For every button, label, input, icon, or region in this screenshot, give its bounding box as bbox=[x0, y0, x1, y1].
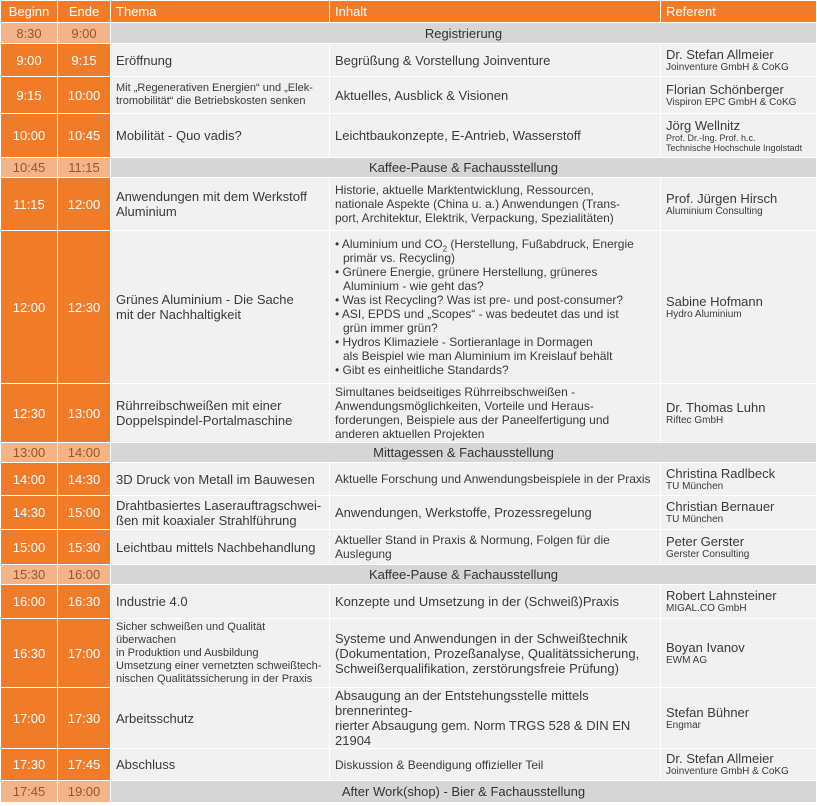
content-line: Diskussion & Beendigung offizieller Teil bbox=[335, 757, 544, 772]
bullet-item bbox=[335, 265, 655, 279]
end-time: 10:45 bbox=[58, 114, 111, 158]
end-time: 12:00 bbox=[58, 178, 111, 231]
begin-time: 12:30 bbox=[1, 384, 58, 443]
content-line: Absaugung an der Entstehungsstelle mittels brennerinteg- bbox=[335, 688, 589, 718]
content-line: Schweißerqualifikation, zerstörungsfreie Prüfung) bbox=[335, 660, 619, 676]
speaker-cell bbox=[661, 114, 817, 158]
session-content bbox=[330, 585, 661, 619]
bullet-continuation: Aluminium - wie geht das? bbox=[343, 279, 484, 293]
session-topic bbox=[111, 114, 330, 158]
bullet-item bbox=[335, 335, 655, 349]
topic-line: mit der Nachhaltigkeit bbox=[116, 307, 241, 322]
begin-time: 14:00 bbox=[1, 463, 58, 496]
bullet-item bbox=[335, 293, 655, 307]
agenda-body bbox=[1, 23, 817, 803]
subscript: 2 bbox=[442, 244, 448, 254]
header-speaker: Referent bbox=[661, 1, 817, 23]
topic-line: Mobilität - Quo vadis? bbox=[116, 128, 242, 143]
session-row bbox=[1, 178, 817, 231]
header-begin: Beginn bbox=[1, 1, 58, 23]
break-row bbox=[1, 781, 817, 803]
bullet-text: • Aluminium und CO bbox=[335, 237, 443, 251]
speaker-name: Sabine Hofmann bbox=[666, 293, 763, 309]
header-end: Ende bbox=[58, 1, 111, 23]
speaker-affiliation: TU München bbox=[666, 514, 724, 525]
break-label: Mittagessen & Fachausstellung bbox=[111, 443, 817, 463]
end-time: 14:00 bbox=[58, 443, 111, 463]
content-line: Anwendungen, Werkstoffe, Prozessregelung bbox=[335, 505, 592, 520]
end-time: 16:00 bbox=[58, 565, 111, 585]
content-line: Aktuelle Forschung und Anwendungsbeispiele in der Praxis bbox=[335, 472, 651, 486]
begin-time: 10:00 bbox=[1, 114, 58, 158]
session-row bbox=[1, 231, 817, 384]
topic-line: Industrie 4.0 bbox=[116, 594, 188, 609]
topic-line: Eröffnung bbox=[116, 52, 173, 68]
begin-time: 17:30 bbox=[1, 749, 58, 781]
session-topic bbox=[111, 463, 330, 496]
speaker-cell bbox=[661, 231, 817, 384]
speaker-cell bbox=[661, 384, 817, 443]
end-time: 17:45 bbox=[58, 749, 111, 781]
break-row bbox=[1, 565, 817, 585]
speaker-affiliation: Joinventure GmbH & CoKG bbox=[666, 766, 789, 777]
session-topic bbox=[111, 530, 330, 565]
topic-line: Rührreibschweißen mit einer bbox=[116, 398, 282, 413]
bullet-continuation: grün immer grün? bbox=[343, 321, 438, 335]
end-time: 13:00 bbox=[58, 384, 111, 443]
begin-time: 17:45 bbox=[1, 781, 58, 803]
begin-time: 16:30 bbox=[1, 619, 58, 688]
session-topic bbox=[111, 77, 330, 114]
topic-line: Mit „Regenerativen Energien“ und „Elek- bbox=[116, 82, 313, 94]
session-content bbox=[330, 496, 661, 530]
session-topic bbox=[111, 178, 330, 231]
bullet-text: • Was ist Recycling? Was ist pre- und post-consumer? bbox=[335, 293, 624, 307]
speaker-name: Dr. Thomas Luhn bbox=[666, 399, 766, 415]
session-content bbox=[330, 749, 661, 781]
speaker-name: Peter Gerster bbox=[666, 533, 745, 549]
session-topic bbox=[111, 384, 330, 443]
session-content bbox=[330, 231, 661, 384]
begin-time: 13:00 bbox=[1, 443, 58, 463]
break-row bbox=[1, 158, 817, 178]
begin-time: 16:00 bbox=[1, 585, 58, 619]
begin-time: 15:30 bbox=[1, 565, 58, 585]
session-topic bbox=[111, 496, 330, 530]
speaker-cell bbox=[661, 619, 817, 688]
speaker-name: Jörg Wellnitz bbox=[666, 117, 741, 133]
topic-line: Arbeitsschutz bbox=[116, 710, 195, 726]
session-topic bbox=[111, 619, 330, 688]
bullet-text: • ASI, EPDS und „Scopes“ - was bedeutet das und ist bbox=[335, 307, 619, 321]
end-time: 17:00 bbox=[58, 619, 111, 688]
speaker-name: Christian Bernauer bbox=[666, 499, 775, 514]
session-topic bbox=[111, 44, 330, 77]
begin-time: 10:45 bbox=[1, 158, 58, 178]
speaker-name: Prof. Jürgen Hirsch bbox=[666, 190, 778, 206]
end-time: 17:30 bbox=[58, 688, 111, 749]
topic-line: nischen Qualitätssicherung in der Praxis bbox=[116, 672, 313, 685]
begin-time: 11:15 bbox=[1, 178, 58, 231]
session-content bbox=[330, 114, 661, 158]
begin-time: 9:15 bbox=[1, 77, 58, 114]
content-line: Anwendungsmöglichkeiten, Vorteile und Heraus- bbox=[335, 399, 594, 413]
session-row bbox=[1, 114, 817, 158]
speaker-name: Boyan Ivanov bbox=[666, 639, 745, 655]
begin-time: 9:00 bbox=[1, 44, 58, 77]
topic-line: Doppelspindel-Portalmaschine bbox=[116, 413, 293, 428]
end-time: 10:00 bbox=[58, 77, 111, 114]
content-line: anderen aktuellen Projekten bbox=[335, 427, 485, 441]
content-line: Leichtbaukonzepte, E-Antrieb, Wasserstoff bbox=[335, 128, 581, 143]
content-line: nationale Aspekte (China u. a.) Anwendungen (Trans- bbox=[335, 197, 621, 211]
end-time: 9:00 bbox=[58, 23, 111, 44]
speaker-cell bbox=[661, 585, 817, 619]
session-content bbox=[330, 619, 661, 688]
break-row bbox=[1, 23, 817, 44]
bullet-continuation: als Beispiel wie man Aluminium im Kreislauf behält bbox=[343, 349, 613, 363]
break-label: Kaffee-Pause & Fachausstellung bbox=[111, 158, 817, 178]
topic-line: Umsetzung einer vernetzten schweißtech- bbox=[116, 659, 322, 672]
topic-line: ßen mit koaxialer Strahlführung bbox=[116, 512, 297, 528]
topic-line: Aluminium bbox=[116, 204, 177, 219]
speaker-affiliation: Vispiron EPC GmbH & CoKG bbox=[666, 96, 797, 108]
session-row bbox=[1, 749, 817, 781]
speaker-affiliation: TU München bbox=[666, 480, 724, 492]
speaker-affiliation: Hydro Aluminium bbox=[666, 308, 742, 320]
content-line: Aktuelles, Ausblick & Visionen bbox=[335, 87, 509, 103]
content-line: forderungen, Beispiele aus der Paneelfertigung und bbox=[335, 413, 610, 427]
session-topic bbox=[111, 688, 330, 749]
speaker-affiliation: Aluminium Consulting bbox=[666, 205, 763, 217]
session-topic bbox=[111, 585, 330, 619]
session-row bbox=[1, 463, 817, 496]
content-line: (Dokumentation, Prozeßanalyse, Qualitätssicherung, bbox=[335, 645, 640, 661]
break-label: After Work(shop) - Bier & Fachausstellung bbox=[111, 781, 817, 803]
session-topic bbox=[111, 231, 330, 384]
session-content bbox=[330, 77, 661, 114]
bullet-item bbox=[335, 363, 655, 377]
bullet-text: (Herstellung, Fußabdruck, Energie bbox=[447, 237, 634, 251]
speaker-affiliation: Engmar bbox=[666, 719, 702, 731]
session-row bbox=[1, 496, 817, 530]
content-line: Historie, aktuelle Marktentwicklung, Ressourcen, bbox=[335, 183, 594, 197]
speaker-name: Dr. Stefan Allmeier bbox=[666, 46, 774, 62]
topic-line: Leichtbau mittels Nachbehandlung bbox=[116, 539, 316, 555]
session-content bbox=[330, 384, 661, 443]
bullet-continuation: primär vs. Recycling) bbox=[343, 251, 456, 265]
content-line: Aktueller Stand in Praxis & Normung, Folgen für die Auslegung bbox=[335, 533, 610, 561]
content-line: Simultanes beidseitiges Rührreibschweißen - bbox=[335, 385, 576, 399]
end-time: 15:30 bbox=[58, 530, 111, 565]
break-row bbox=[1, 443, 817, 463]
session-content bbox=[330, 178, 661, 231]
speaker-affiliation: Prof. Dr.-Ing. Prof. h.c. bbox=[666, 132, 756, 143]
topic-line: Drahtbasiertes Laserauftragschwei- bbox=[116, 497, 322, 513]
speaker-cell bbox=[661, 178, 817, 231]
session-row bbox=[1, 384, 817, 443]
topic-line: Sicher schweißen und Qualität überwachen bbox=[116, 620, 266, 646]
end-time: 15:00 bbox=[58, 496, 111, 530]
session-topic bbox=[111, 749, 330, 781]
session-row bbox=[1, 44, 817, 77]
end-time: 12:30 bbox=[58, 231, 111, 384]
topic-line: in Produktion und Ausbildung bbox=[116, 646, 259, 659]
speaker-affiliation: Joinventure GmbH & CoKG bbox=[666, 61, 789, 73]
session-content bbox=[330, 530, 661, 565]
speaker-cell bbox=[661, 749, 817, 781]
speaker-affiliation: MIGAL.CO GmbH bbox=[666, 603, 747, 614]
speaker-name: Stefan Bühner bbox=[666, 704, 750, 720]
speaker-affiliation: EWM AG bbox=[666, 654, 708, 666]
topic-line: Abschluss bbox=[116, 757, 176, 772]
speaker-name: Christina Radlbeck bbox=[666, 465, 776, 481]
begin-time: 14:30 bbox=[1, 496, 58, 530]
speaker-name: Robert Lahnsteiner bbox=[666, 588, 777, 603]
bullet-text: • Gibt es einheitliche Standards? bbox=[335, 363, 509, 377]
bullet-text: • Grünere Energie, grünere Herstellung, grüneres bbox=[335, 265, 598, 279]
session-content bbox=[330, 463, 661, 496]
content-line: port, Architektur, Elektrik, Verpackung, Spezialitäten) bbox=[335, 211, 614, 225]
topic-line: tromobilität“ die Betriebskosten senken bbox=[116, 95, 306, 107]
content-line: rierter Absaugung gem. Norm TRGS 528 & DIN EN 21904 bbox=[335, 718, 631, 748]
session-row bbox=[1, 77, 817, 114]
begin-time: 8:30 bbox=[1, 23, 58, 44]
topic-line: 3D Druck von Metall im Bauwesen bbox=[116, 471, 315, 487]
session-content bbox=[330, 44, 661, 77]
end-time: 19:00 bbox=[58, 781, 111, 803]
topic-line: Anwendungen mit dem Werkstoff bbox=[116, 189, 308, 204]
begin-time: 12:00 bbox=[1, 231, 58, 384]
end-time: 16:30 bbox=[58, 585, 111, 619]
end-time: 11:15 bbox=[58, 158, 111, 178]
bullet-item bbox=[335, 307, 655, 321]
break-label: Kaffee-Pause & Fachausstellung bbox=[111, 565, 817, 585]
session-row bbox=[1, 688, 817, 749]
end-time: 9:15 bbox=[58, 44, 111, 77]
speaker-cell bbox=[661, 44, 817, 77]
end-time: 14:30 bbox=[58, 463, 111, 496]
content-line: Begrüßung & Vorstellung Joinventure bbox=[335, 52, 551, 68]
speaker-name: Florian Schönberger bbox=[666, 81, 784, 97]
header-row bbox=[1, 1, 817, 23]
bullet-item bbox=[335, 237, 655, 254]
header-content: Inhalt bbox=[330, 1, 661, 23]
speaker-cell bbox=[661, 463, 817, 496]
session-row bbox=[1, 619, 817, 688]
speaker-name: Dr. Stefan Allmeier bbox=[666, 751, 774, 766]
begin-time: 17:00 bbox=[1, 688, 58, 749]
session-row bbox=[1, 585, 817, 619]
speaker-cell bbox=[661, 77, 817, 114]
session-content bbox=[330, 688, 661, 749]
break-label: Registrierung bbox=[111, 23, 817, 44]
speaker-cell bbox=[661, 496, 817, 530]
content-line: Systeme und Anwendungen in der Schweißtechnik bbox=[335, 630, 628, 646]
topic-line: Grünes Aluminium - Die Sache bbox=[116, 292, 294, 307]
content-line: Konzepte und Umsetzung in der (Schweiß)Praxis bbox=[335, 594, 619, 609]
speaker-affiliation: Gerster Consulting bbox=[666, 548, 750, 560]
header-topic: Thema bbox=[111, 1, 330, 23]
speaker-affiliation: Technische Hochschule Ingolstadt bbox=[666, 142, 803, 153]
speaker-cell bbox=[661, 530, 817, 565]
bullet-text: • Hydros Klimaziele - Sortieranlage in Dormagen bbox=[335, 335, 593, 349]
session-row bbox=[1, 530, 817, 565]
speaker-affiliation: Riftec GmbH bbox=[666, 414, 724, 426]
begin-time: 15:00 bbox=[1, 530, 58, 565]
speaker-cell bbox=[661, 688, 817, 749]
